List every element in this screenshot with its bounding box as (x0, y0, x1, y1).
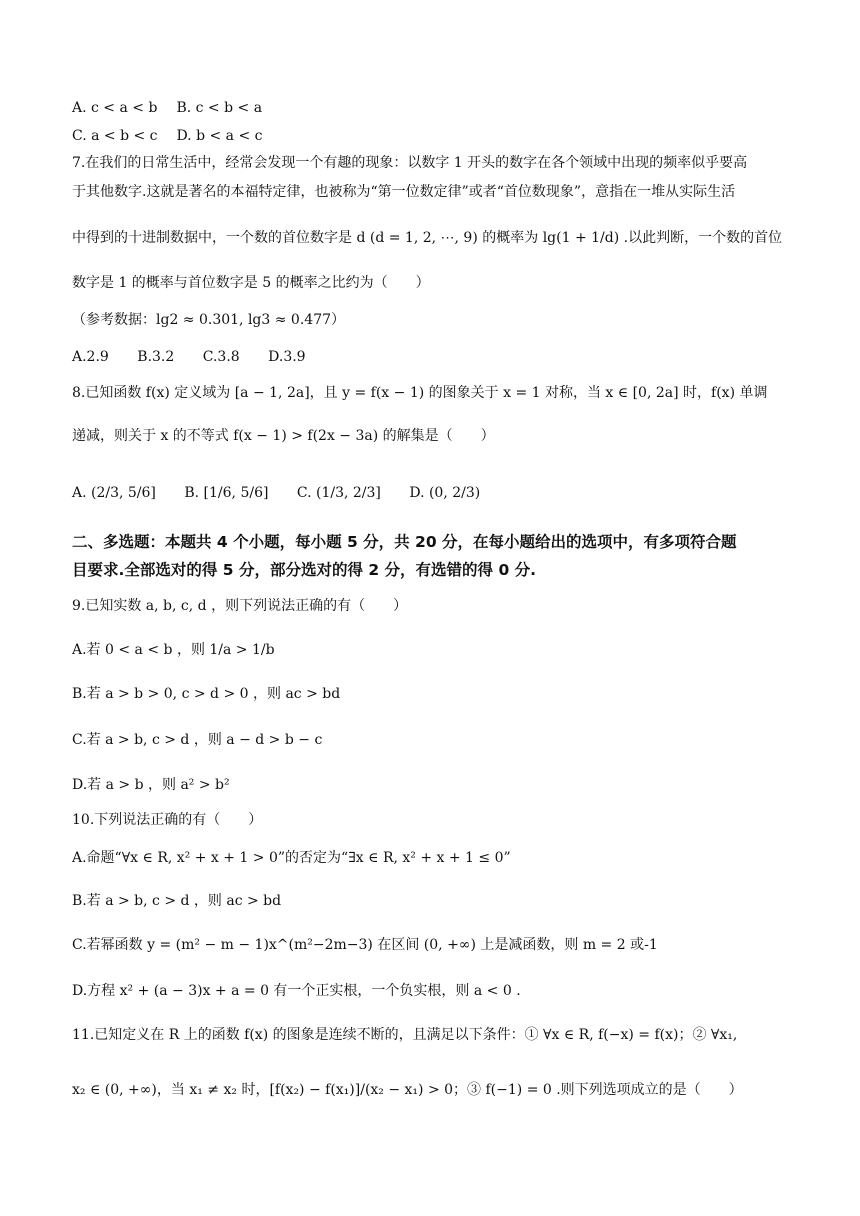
q8-option-b: B. [1/6, 5/6] (184, 485, 269, 501)
q8-stem-line1: 8.已知函数 f(x) 定义域为 [a − 1, 2a]，且 y = f(x − 1) 的图象关于 x = 1 对称，当 x ∈ [0, 2a] 时，f(x) 单调 (72, 385, 768, 401)
q9-option-a: A.若 0 < a < b ，则 1/a > 1/b (72, 642, 275, 658)
q10-option-c: C.若幂函数 y = (m² − m − 1)x^(m²−2m−3) 在区间 (0, +∞) 上是减函数，则 m = 2 或-1 (72, 937, 658, 953)
q6-option-c: C. a < b < c (72, 128, 158, 144)
q7-stem-line4: 数字是 1 的概率与首位数字是 5 的概率之比约为（ ） (72, 275, 430, 291)
q8-options (72, 483, 504, 503)
q9-stem: 9.已知实数 a, b, c, d ，则下列说法正确的有（ ） (72, 598, 408, 614)
q7-option-d: D.3.9 (268, 349, 306, 365)
q10-option-d: D.方程 x² + (a − 3)x + a = 0 有一个正实根，一个负实根，则 a < 0 . (72, 983, 521, 999)
q7-option-b: B.3.2 (137, 349, 175, 365)
section2-header-line1: 二、多选题：本题共 4 个小题，每小题 5 分，共 20 分，在每小题给出的选项中，有多项符合题 (72, 533, 737, 551)
section2-header-line2: 目要求.全部选对的得 5 分，部分选对的得 2 分，有选错的得 0 分. (72, 561, 537, 579)
q9-option-c: C.若 a > b, c > d ，则 a − d > b − c (72, 732, 323, 748)
q10-stem: 10.下列说法正确的有（ ） (72, 812, 263, 828)
q11-stem-line2: x₂ ∈ (0, +∞)，当 x₁ ≠ x₂ 时，[f(x₂) − f(x₁)]/(x₂ − x₁) > 0；③ f(−1) = 0 .则下列选项成立的是（ ） (72, 1082, 743, 1098)
q9-option-b: B.若 a > b > 0, c > d > 0 ，则 ac > bd (72, 686, 341, 702)
q9-option-d: D.若 a > b ，则 a² > b² (72, 777, 230, 793)
q7-stem-line3: 中得到的十进制数据中，一个数的首位数字是 d (d = 1, 2, ⋯, 9) 的概率为 lg(1 + 1/d) .以此判断，一个数的首位 (72, 230, 783, 246)
q10-option-b: B.若 a > b, c > d ，则 ac > bd (72, 893, 282, 909)
q8-option-a: A. (2/3, 5/6] (72, 485, 156, 501)
q6-options-row1 (72, 98, 286, 118)
q7-reference-data: （参考数据：lg2 ≈ 0.301, lg3 ≈ 0.477） (72, 312, 346, 328)
q6-option-a: A. c < a < b (72, 100, 158, 116)
q8-stem-line2: 递减，则关于 x 的不等式 f(x − 1) > f(2x − 3a) 的解集是（ ） (72, 428, 495, 444)
q11-stem-line1: 11.已知定义在 R 上的函数 f(x) 的图象是连续不断的，且满足以下条件：① ∀x ∈ R, f(−x) = f(x)；② ∀x₁, (72, 1027, 738, 1043)
q7-options (72, 347, 330, 367)
q7-stem-line1: 7.在我们的日常生活中，经常会发现一个有趣的现象：以数字 1 开头的数字在各个领域中出现的频率似乎要高 (72, 155, 748, 171)
q8-option-c: C. (1/3, 2/3] (296, 485, 381, 501)
q6-options-row2 (72, 126, 287, 146)
q6-option-b: B. c < b < a (176, 100, 263, 116)
q10-option-a: A.命题“∀x ∈ R, x² + x + 1 > 0”的否定为“∃x ∈ R, x² + x + 1 ≤ 0” (72, 850, 511, 866)
q8-option-d: D. (0, 2/3) (409, 485, 481, 501)
q7-option-a: A.2.9 (72, 349, 109, 365)
q7-option-c: C.3.8 (202, 349, 240, 365)
q6-option-d: D. b < a < c (176, 128, 263, 144)
q7-stem-line2: 于其他数字.这就是著名的本福特定律，也被称为“第一位数定律”或者“首位数现象”，意指在一堆从实际生活 (72, 184, 736, 200)
